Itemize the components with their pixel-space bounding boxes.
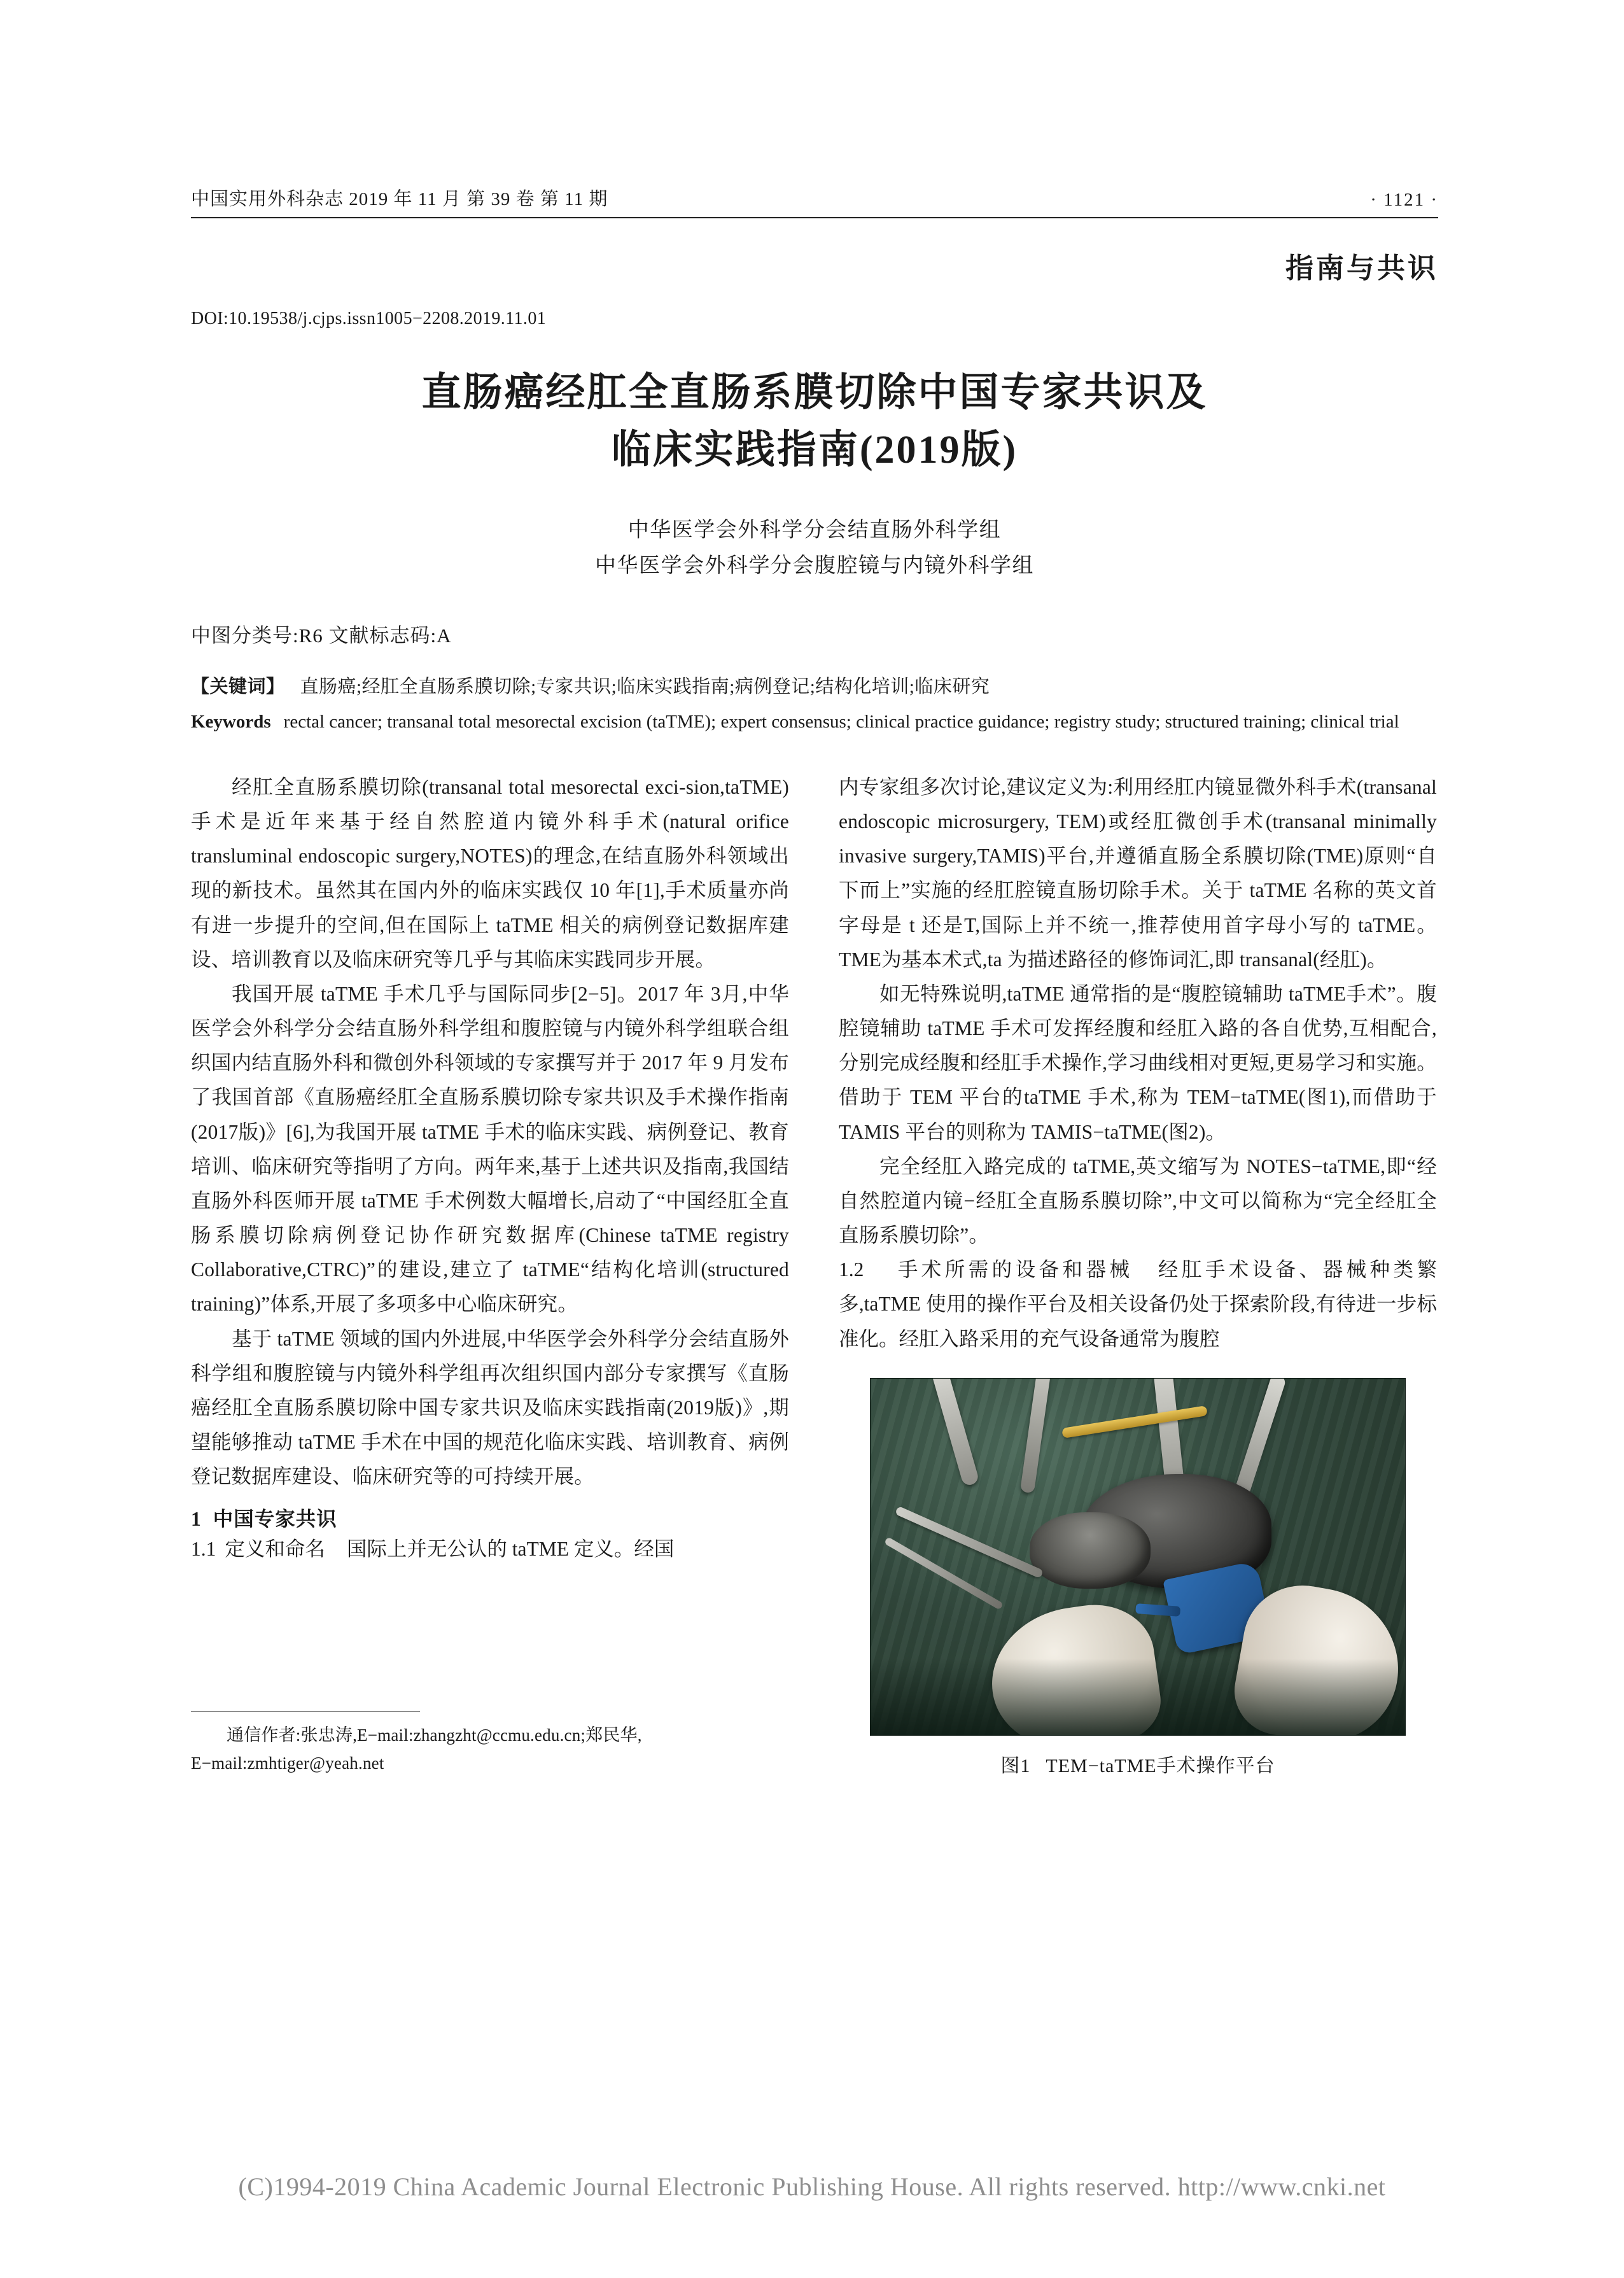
subheading-1-1-number: 1.1 bbox=[191, 1537, 216, 1560]
figure-1-image bbox=[870, 1378, 1406, 1736]
keywords-en-label: Keywords bbox=[191, 711, 271, 732]
subheading-1-1 bbox=[191, 1532, 789, 1566]
keywords-cn-list: 直肠癌;经肛全直肠系膜切除;专家共识;临床实践指南;病例登记;结构化培训;临床研究 bbox=[300, 676, 990, 697]
author-group bbox=[191, 512, 1438, 584]
heading-1-number: 1 bbox=[191, 1507, 202, 1530]
heading-1 bbox=[191, 1503, 789, 1532]
subheading-1-2-title: 手术所需的设备和器械 bbox=[894, 1258, 1133, 1281]
keywords-cn-label: 【关键词】 bbox=[191, 676, 285, 697]
keywords-en bbox=[191, 707, 1438, 737]
page-title bbox=[191, 365, 1438, 479]
figure-1-caption bbox=[839, 1750, 1437, 1778]
tem-platform-port bbox=[1030, 1512, 1151, 1589]
paragraph-left-1: 经肛全直肠系膜切除(transanal total mesorectal exci-sion,taTME)手术是近年来基于经自然腔道内镜外科手术(natural orifice transluminal endoscopic surgery,NOTES)的理念,在结直肠外科领域出现的新技术。虽然其在国内外的临床实践仅 10 年[1],手术质量亦尚有进一步提升的空间,但在国际上 taTME 相关的病例登记数据库建设、培训教育以及临床研究等几乎与其临床实践同步开展。 bbox=[191, 775, 789, 971]
paragraph-right-3: 完全经肛入路完成的 taTME,英文缩写为 NOTES−taTME,即“经自然腔道内镜−经肛全直肠系膜切除”,中文可以简称为“完全经肛全直肠系膜切除”。 bbox=[839, 1155, 1437, 1247]
figure-1-caption-text: TEM−taTME手术操作平台 bbox=[1046, 1755, 1275, 1776]
classification-codes: 中图分类号:R6 文献标志码:A bbox=[191, 624, 452, 647]
paragraph-left-2: 我国开展 taTME 手术几乎与国际同步[2−5]。2017 年 3月,中华医学会外科学分会结直肠外科学组和腹腔镜与内镜外科学组联合组织国内结直肠外科和微创外科领域的专家撰写并于 2017 年 9 月发布了我国首部《直肠癌经肛全直肠系膜切除专家共识及手术操作指南(2017版)》[6],为我国开展 taTME 手术的临床实践、病例登记、教育培训、临床研究等指明了方向。两年来,基于上述共识及指南,我国结直肠外科医师开展 taTME 手术例数大幅增长,启动了“中国经肛全直肠系膜切除病例登记协作研究数据库(Chinese taTME registry Collaborative,CTRC)”的建设,建立了 taTME“结构化培训(structured training)”体系,开展了多项多中心临床研究。 bbox=[191, 982, 789, 1316]
keywords-cn bbox=[191, 672, 1438, 702]
section-label: 指南与共识 bbox=[1285, 253, 1438, 284]
title-line-2: 临床实践指南(2019版) bbox=[611, 428, 1018, 472]
left-column bbox=[191, 770, 789, 1778]
copyright-notice: (C)1994-2019 China Academic Journal Electronic Publishing House. All rights reserved. http://www.cnki.net bbox=[238, 2172, 1386, 2201]
subheading-1-1-title: 定义和命名 bbox=[225, 1537, 325, 1560]
footnote-line-1: 通信作者:张忠涛,E−mail:zhangzht@ccmu.edu.cn;郑民华, bbox=[227, 1726, 642, 1745]
title-line-1: 直肠癌经肛全直肠系膜切除中国专家共识及 bbox=[421, 371, 1208, 414]
running-head bbox=[191, 185, 1438, 218]
page-content bbox=[191, 185, 1438, 1778]
figure-1-number: 图1 bbox=[1000, 1755, 1031, 1776]
author-line-2: 中华医学会外科学分会腹腔镜与内镜外科学组 bbox=[595, 554, 1034, 577]
photo-vignette bbox=[871, 1659, 1405, 1735]
body-columns bbox=[191, 770, 1438, 1778]
footnote-line-2: E−mail:zmhtiger@yeah.net bbox=[191, 1754, 384, 1773]
heading-1-text: 中国专家共识 bbox=[213, 1507, 337, 1530]
author-line-1: 中华医学会外科学分会结直肠外科学组 bbox=[627, 518, 1002, 542]
keywords-block bbox=[191, 672, 1438, 737]
subheading-1-1-text: 国际上并无公认的 taTME 定义。经国 bbox=[346, 1537, 675, 1560]
figure-1 bbox=[839, 1378, 1437, 1778]
subheading-1-2 bbox=[839, 1253, 1437, 1356]
page-number: · 1121 · bbox=[1370, 190, 1438, 210]
paragraph-right-1: 内专家组多次讨论,建议定义为:利用经肛内镜显微外科手术(transanal endoscopic microsurgery, TEM)或经肛微创手术(transanal minimally invasive surgery,TAMIS)平台,并遵循直肠全系膜切除(TME)原则“自下而上”实施的经肛腔镜直肠切除手术。关于 taTME 名称的英文首字母是 t 还是T,国际上并不统一,推荐使用首字母小写的 taTME。TME为基本术式,ta 为描述路径的修饰词汇,即 transanal(经肛)。 bbox=[839, 775, 1437, 971]
keywords-en-list: rectal cancer; transanal total mesorectal excision (taTME); expert consensus; clinical practice guidance; registry study; structured training; clinical trial bbox=[283, 711, 1399, 732]
corresponding-author-footnote bbox=[191, 1711, 789, 1777]
journal-info: 中国实用外科杂志 2019 年 11 月 第 39 卷 第 11 期 bbox=[191, 189, 608, 209]
right-column bbox=[839, 770, 1437, 1778]
paragraph-left-3: 基于 taTME 领域的国内外进展,中华医学会外科学分会结直肠外科学组和腹腔镜与内镜外科学组再次组织国内部分专家撰写《直肠癌经肛全直肠系膜切除中国专家共识及临床实践指南(2019版)》,期望能够推动 taTME 手术在中国的规范化临床实践、培训教育、病例登记数据库建设、临床研究等的可持续开展。 bbox=[191, 1327, 789, 1488]
doi-text: DOI:10.19538/j.cjps.issn1005−2208.2019.11.01 bbox=[191, 309, 547, 328]
paragraph-right-2: 如无特殊说明,taTME 通常指的是“腹腔镜辅助 taTME手术”。腹腔镜辅助 taTME 手术可发挥经腹和经肛入路的各自优势,互相配合,分别完成经腹和经肛手术操作,学习曲线相对更短,更易学习和实施。借助于 TEM 平台的taTME 手术,称为 TEM−taTME(图1),而借助于 TAMIS 平台的则称为 TAMIS−taTME(图2)。 bbox=[839, 982, 1437, 1143]
footnote-divider bbox=[191, 1711, 420, 1712]
subheading-1-2-text: 经肛手术设备、器械种类繁多,taTME 使用的操作平台及相关设备仍处于探索阶段,有待进一步标准化。经肛入路采用的充气设备通常为腹腔 bbox=[839, 1258, 1437, 1350]
subheading-1-2-number: 1.2 bbox=[839, 1258, 864, 1281]
